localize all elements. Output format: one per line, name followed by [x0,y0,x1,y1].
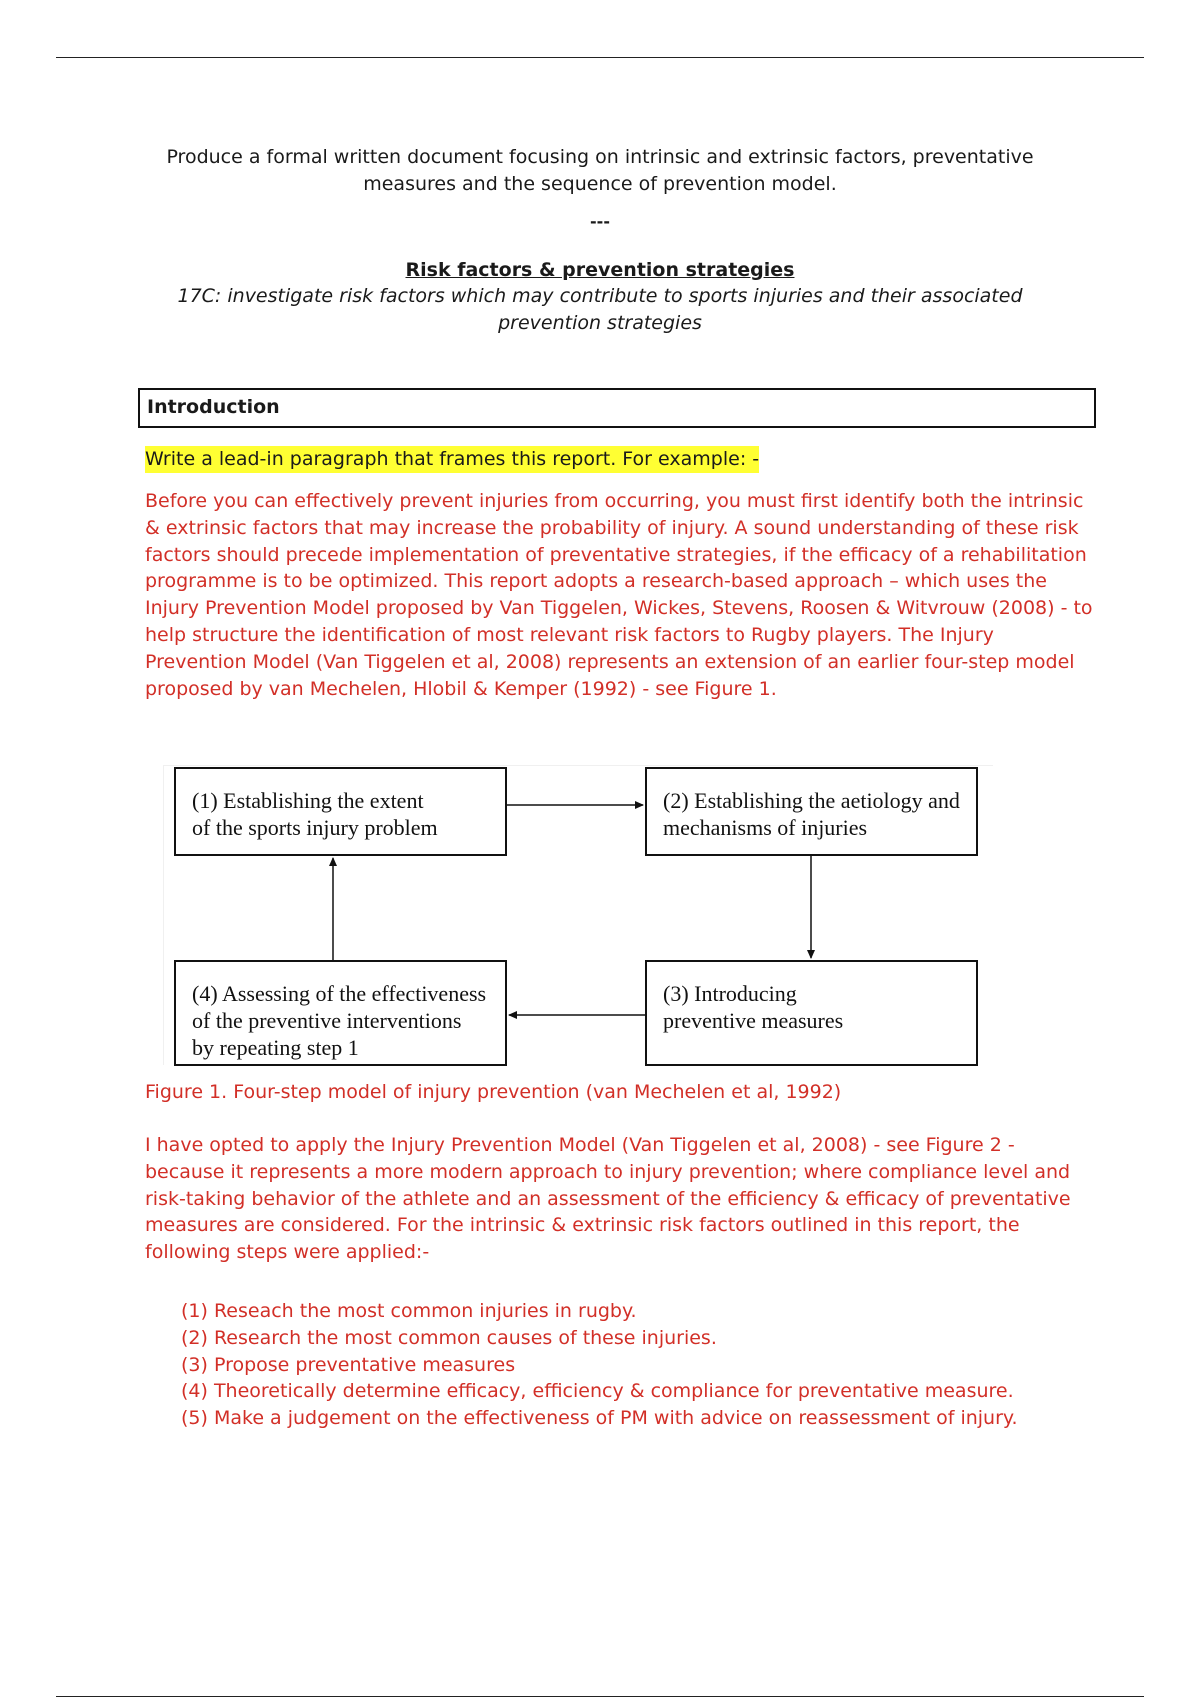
list-item: (3) Propose preventative measures [181,1353,516,1376]
figure-box-step-1-line: (1) Establishing the extent [192,788,424,813]
report-title: Risk factors & prevention strategies [405,259,795,281]
figure-box-step-2-line: mechanisms of injuries [663,815,868,840]
introduction-heading-box [138,388,1096,428]
figure-box-step-2-line: (2) Establishing the aetiology and [663,788,960,813]
figure-box-step-4-line: (4) Assessing of the effectiveness [192,981,487,1006]
figure-caption: Figure 1. Four-step model of injury prevention (van Mechelen et al, 1992) [145,1081,842,1103]
criterion-text: 17C: investigate risk factors which may contribute to sports injuries and their associated prevention strategies [177,285,1023,334]
list-item: (4) Theoretically determine efficacy, efficiency & compliance for preventative measure. [181,1380,1014,1403]
introduction-heading: Introduction [147,396,280,418]
figure-arrows [163,765,993,1065]
list-item: (2) Research the most common causes of these injuries. [181,1326,717,1349]
task-statement: Produce a formal written document focusing on intrinsic and extrinsic factors, preventative measures and the sequence of prevention model. [166,146,1034,195]
list-item: (1) Reseach the most common injuries in rugby. [181,1300,637,1322]
figure-box-step-1-line: of the sports injury problem [192,815,438,840]
steps-list [181,1298,1017,1432]
top-rule [56,57,1144,58]
list-item: (5) Make a judgement on the effectiveness of PM with advice on reassessment of injury. [181,1407,1018,1430]
application-paragraph: I have opted to apply the Injury Prevention Model (Van Tiggelen et al, 2008) - see Figure 2 - because it represents a more modern approach to injury prevention; where compliance level and risk-taking behavior of the athlete and an assessment of the efficiency & efficacy of preventative measures are considered. For the intrinsic & extrinsic risk factors outlined in this report, the following steps were applied:- [145,1134,1071,1264]
separator: --- [590,212,610,231]
figure-box-step-3-line: (3) Introducing [663,981,797,1006]
four-step-model-figure [163,765,993,1065]
figure-box-step-3-line: preventive measures [663,1008,844,1033]
bottom-rule [56,1696,1144,1697]
figure-box-step-4-line: by repeating step 1 [192,1035,359,1060]
figure-box-step-4-line: of the preventive interventions [192,1008,462,1033]
instruction-highlight: Write a lead-in paragraph that frames this report. For example: - [145,446,759,473]
intro-paragraph: Before you can effectively prevent injuries from occurring, you must first identify both the intrinsic & extrinsic factors that may increase the probability of injury. A sound understanding of these risk factors should precede implementation of preventative strategies, if the efficacy of a rehabilitation programme is to be optimized. This report adopts a research-based approach – which uses the Injury Prevention Model proposed by Van Tiggelen, Wickes, Stevens, Roosen & Witvrouw (2008) - to help structure the identification of most relevant risk factors to Rugby players. The Injury Prevention Model (Van Tiggelen et al, 2008) represents an extension of an earlier four-step model proposed by van Mechelen, Hlobil & Kemper (1992) - see Figure 1. [145,490,1093,700]
